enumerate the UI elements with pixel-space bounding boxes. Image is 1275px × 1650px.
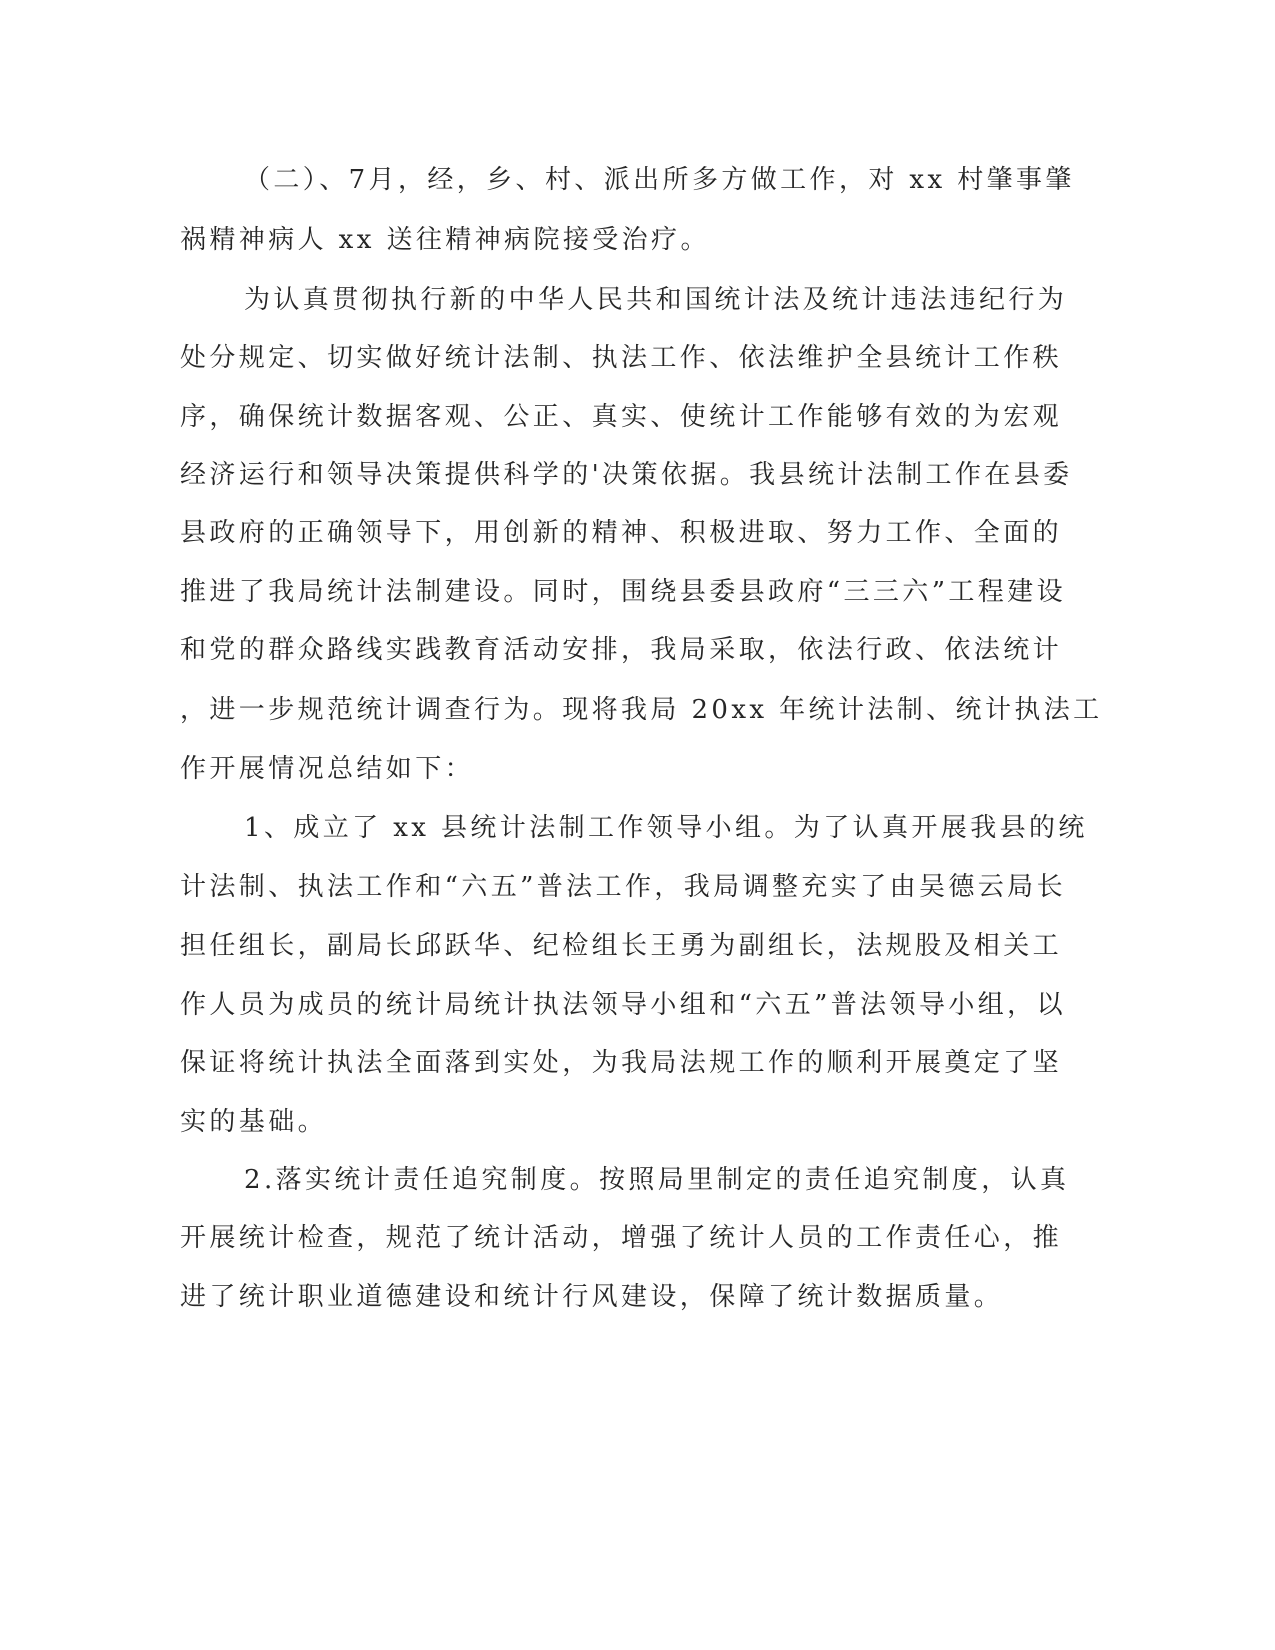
paragraph-3-line-2: 计法制、执法工作和“六五”普法工作，我局调整充实了由吴德云局长 (180, 872, 1066, 902)
paragraph-3-line-3: 担任组长，副局长邱跃华、纪检组长王勇为副组长，法规股及相关工 (180, 931, 1063, 961)
paragraph-3-line-1: 1、成立了 xx 县统计法制工作领导小组。为了认真开展我县的统 (244, 813, 1088, 843)
paragraph-2-line-5: 县政府的正确领导下，用创新的精神、积极进取、努力工作、全面的 (180, 518, 1063, 548)
paragraph-2-line-3: 序，确保统计数据客观、公正、真实、使统计工作能够有效的为宏观 (180, 402, 1063, 432)
paragraph-2-line-7: 和党的群众路线实践教育活动安排，我局采取，依法行政、依法统计 (180, 635, 1063, 665)
paragraph-4-line-1: 2.落实统计责任追究制度。按照局里制定的责任追究制度，认真 (244, 1165, 1070, 1195)
paragraph-2-line-6: 推进了我局统计法制建设。同时，围绕县委县政府“三三六”工程建设 (180, 577, 1066, 607)
paragraph-2-line-1: 为认真贯彻执行新的中华人民共和国统计法及统计违法违纪行为 (244, 285, 1068, 315)
paragraph-2-line-8: ，进一步规范统计调查行为。现将我局 20xx 年统计法制、统计执法工 (180, 695, 1103, 725)
paragraph-2-line-9: 作开展情况总结如下： (180, 754, 475, 784)
paragraph-4-line-3: 进了统计职业道德建设和统计行风建设，保障了统计数据质量。 (180, 1282, 1004, 1312)
paragraph-3-line-4: 作人员为成员的统计局统计执法领导小组和“六五”普法领导小组，以 (180, 990, 1066, 1020)
paragraph-3-line-5: 保证将统计执法全面落到实处，为我局法规工作的顺利开展奠定了坚 (180, 1048, 1063, 1078)
paragraph-3-line-6: 实的基础。 (180, 1107, 328, 1137)
paragraph-1-line-1: （二）、7月，经，乡、村、派出所多方做工作，对 xx 村肇事肇 (244, 165, 1075, 195)
paragraph-2-line-4: 经济运行和领导决策提供科学的'决策依据。我县统计法制工作在县委 (180, 460, 1073, 490)
paragraph-1-line-2: 祸精神病人 xx 送往精神病院接受治疗。 (180, 225, 710, 255)
paragraph-4-line-2: 开展统计检查，规范了统计活动，增强了统计人员的工作责任心，推 (180, 1223, 1063, 1253)
paragraph-2-line-2: 处分规定、切实做好统计法制、执法工作、依法维护全县统计工作秩 (180, 343, 1063, 373)
